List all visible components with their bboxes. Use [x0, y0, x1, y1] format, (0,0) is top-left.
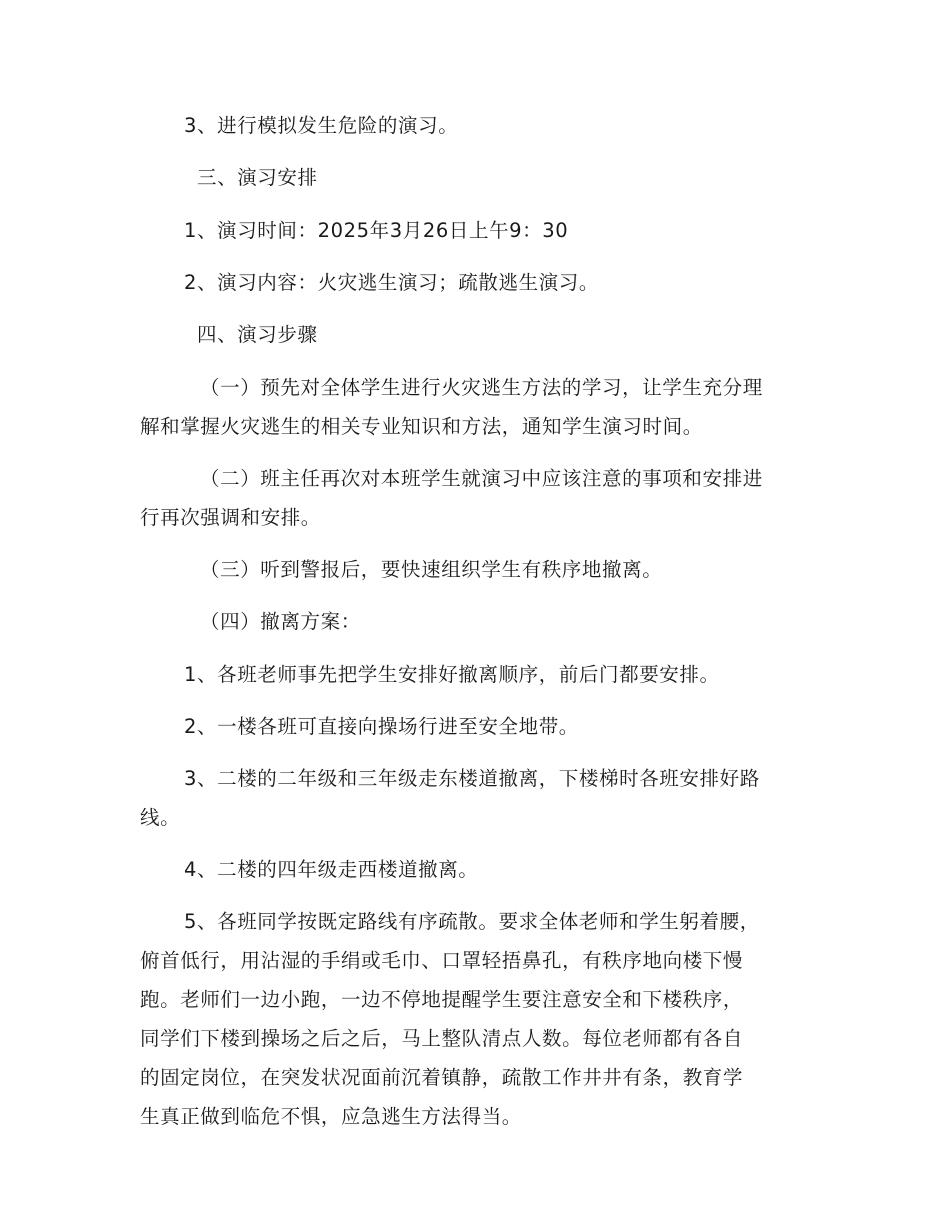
section-heading: 四、演习步骤 [197, 323, 318, 346]
text-line: 3、进行模拟发生危险的演习。 [184, 114, 459, 137]
text-line: 行再次强调和安排。 [140, 506, 321, 529]
text-line: 线。 [140, 806, 181, 829]
text-line: 俯首低行，用沾湿的手绢或毛巾、口罩轻捂鼻孔，有秩序地向楼下慢 [140, 949, 744, 972]
text-line: 1、演习时间：2025年3月26日上午9：30 [184, 219, 569, 242]
text-line: 1、各班老师事先把学生安排好撤离顺序，前后门都要安排。 [184, 663, 720, 686]
text-line: 2、一楼各班可直接向操场行进至安全地带。 [184, 715, 579, 738]
text-line: 3、二楼的二年级和三年级走东楼道撤离，下楼梯时各班安排好路 [184, 767, 760, 790]
text-line: 2、演习内容：火灾逃生演习；疏散逃生演习。 [184, 271, 600, 294]
text-line: （三）听到警报后，要快速组织学生有秩序地撤离。 [200, 558, 663, 581]
text-line: 同学们下楼到操场之后之后，马上整队清点人数。每位老师都有各自 [140, 1027, 744, 1050]
text-line: 生真正做到临危不惧，应急逃生方法得当。 [140, 1105, 522, 1128]
text-line: 4、二楼的四年级走西楼道撤离。 [184, 858, 479, 881]
text-line: 5、各班同学按既定路线有序疏散。要求全体老师和学生躬着腰， [184, 910, 760, 933]
text-line: 的固定岗位，在突发状况面前沉着镇静，疏散工作井井有条，教育学 [140, 1066, 744, 1089]
text-line: 跑。老师们一边小跑，一边不停地提醒学生要注意安全和下楼秩序， [140, 988, 744, 1011]
text-line: （二）班主任再次对本班学生就演习中应该注意的事项和安排进 [200, 467, 763, 490]
text-line: （四）撤离方案： [200, 610, 361, 633]
section-heading: 三、演习安排 [197, 166, 318, 189]
text-line: 解和掌握火灾逃生的相关专业知识和方法，通知学生演习时间。 [140, 415, 703, 438]
text-line: （一）预先对全体学生进行火灾逃生方法的学习，让学生充分理 [200, 376, 763, 399]
